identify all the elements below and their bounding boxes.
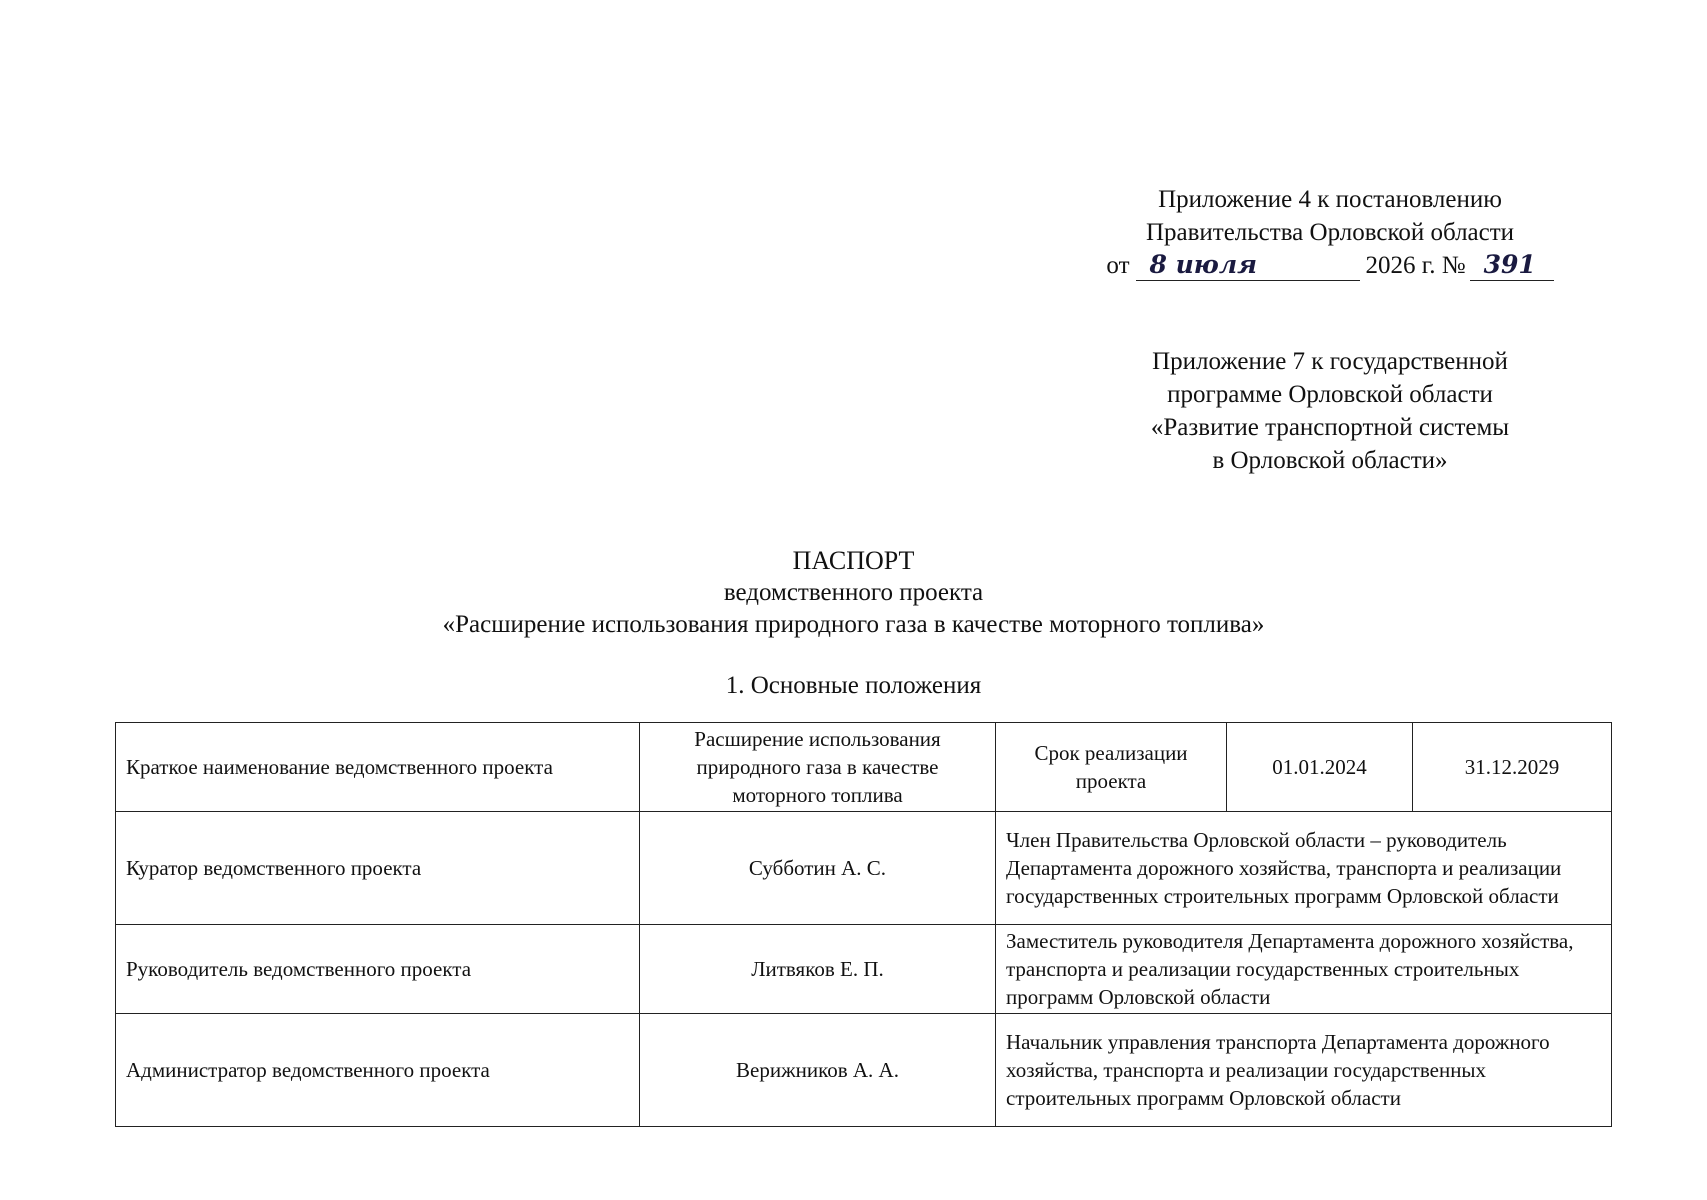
appendix-7-line3: «Развитие транспортной системы — [1150, 414, 1510, 441]
row-person: Верижников А. А. — [640, 1014, 996, 1127]
handwritten-number: 391 — [1470, 250, 1554, 281]
row-person: Субботин А. С. — [640, 812, 996, 925]
appendix-4-date-line — [1090, 249, 1570, 282]
appendix-4-line2: Правительства Орловской области — [1145, 219, 1515, 246]
short-name-label: Краткое наименование ведомственного проекта — [116, 723, 640, 812]
row-position: Начальник управления транспорта Департамента дорожного хозяйства, транспорта и реализации государственных строительных программ Орловской области — [996, 1014, 1612, 1127]
row-label: Администратор ведомственного проекта — [116, 1014, 640, 1127]
table-row — [116, 925, 1612, 1014]
section-heading: 1. Основные положения — [725, 672, 982, 699]
row-position: Заместитель руководителя Департамента дорожного хозяйства, транспорта и реализации государственных строительных программ Орловской области — [996, 925, 1612, 1014]
appendix-7-line2: программе Орловской области — [1167, 381, 1493, 408]
row-label: Куратор ведомственного проекта — [116, 812, 640, 925]
end-date: 31.12.2029 — [1413, 723, 1612, 812]
row-label: Руководитель ведомственного проекта — [116, 925, 640, 1014]
appendix-7-line4: в Орловской области» — [1212, 447, 1448, 474]
passport-table — [115, 722, 1612, 1127]
date-year: 2026 г. № — [1365, 252, 1466, 279]
passport-title: ПАСПОРТ — [792, 546, 915, 575]
short-name-value: Расширение использования природного газа в качестве моторного топлива — [640, 723, 996, 812]
table-row — [116, 723, 1612, 812]
table-row — [116, 812, 1612, 925]
project-name: «Расширение использования природного газа в качестве моторного топлива» — [442, 611, 1265, 638]
appendix-4-line1: Приложение 4 к постановлению — [1158, 186, 1502, 213]
passport-title-block — [0, 545, 1707, 641]
row-position: Член Правительства Орловской области – руководитель Департамента дорожного хозяйства, транспорта и реализации государственных строительных программ Орловской области — [996, 812, 1612, 925]
date-prefix: от — [1106, 252, 1130, 279]
appendix-4-block — [1090, 183, 1570, 282]
term-label: Срок реализации проекта — [996, 723, 1227, 812]
appendix-7-block — [1100, 345, 1560, 477]
handwritten-date: 8 июля — [1136, 250, 1360, 281]
appendix-7-line1: Приложение 7 к государственной — [1152, 348, 1508, 375]
passport-subtitle: ведомственного проекта — [723, 579, 984, 606]
table-row — [116, 1014, 1612, 1127]
start-date: 01.01.2024 — [1227, 723, 1413, 812]
row-person: Литвяков Е. П. — [640, 925, 996, 1014]
